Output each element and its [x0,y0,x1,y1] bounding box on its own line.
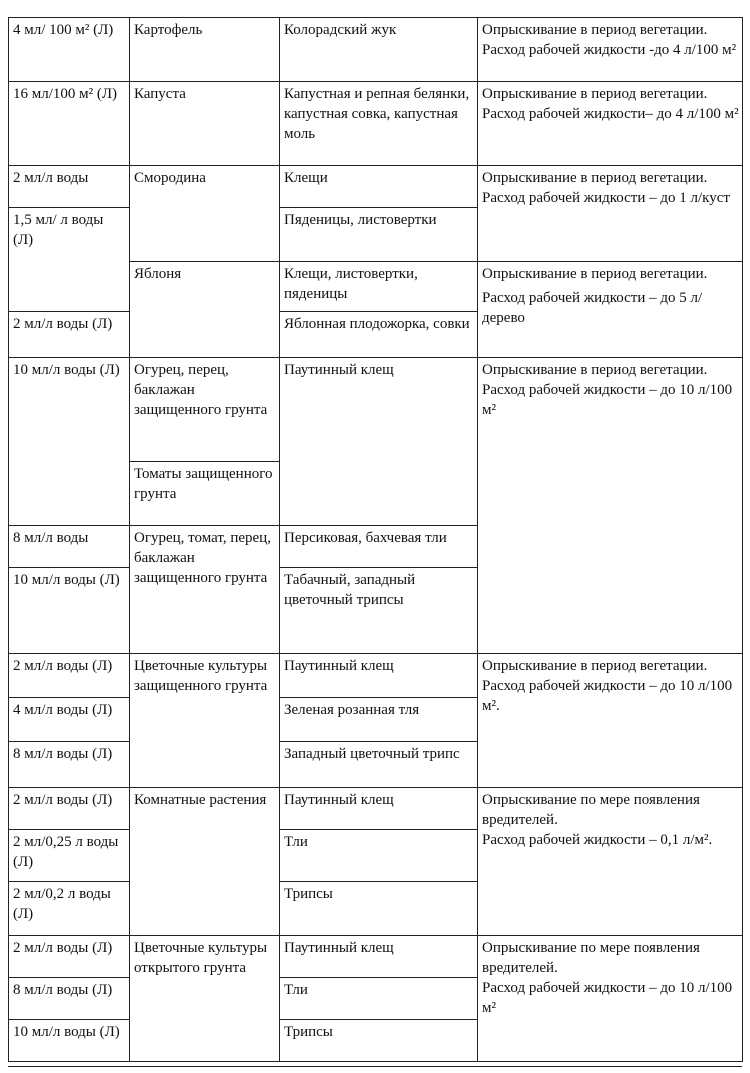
dose-cell: 2 мл/л воды (Л) [9,788,130,830]
pest-cell: Паутинный клещ [280,654,478,698]
pest-cell: Паутинный клещ [280,788,478,830]
method-consumption-text: Расход рабочей жидкости – 0,1 л/м². [482,832,713,848]
dose-cell: 8 мл/л воды (Л) [9,742,130,788]
dose-cell: 16 мл/100 м² (Л) [9,82,130,166]
pest-cell: Персиковая, бахчевая тли [280,526,478,568]
crop-cell: Огурец, томат, перец, баклажан защищенного грунта [130,526,280,654]
method-cell [478,358,743,654]
table-row [9,166,743,208]
method-cell [478,82,743,166]
method-consumption-text: Расход рабочей жидкости – до 10 л/100 м² [482,980,733,1016]
method-text: Опрыскивание по мере появления вредителей. [482,792,700,828]
pest-cell: Трипсы [280,1020,478,1062]
method-consumption-text: Расход рабочей жидкости – до 1 л/куст [482,190,730,206]
pest-cell: Клещи [280,166,478,208]
pest-cell: Клещи, листовертки, пяденицы [280,262,478,312]
method-consumption-text: Расход рабочей жидкости – до 5 л/дерево [482,290,703,326]
table-row [9,82,743,166]
dose-cell: 2 мл/л воды (Л) [9,312,130,358]
table-row [9,654,743,698]
table-row [9,358,743,462]
crop-cell: Томаты защищенного грунта [130,462,280,526]
crop-cell: Капуста [130,82,280,166]
method-cell [478,654,743,788]
crop-cell: Огурец, перец, баклажан защищенного грунта [130,358,280,462]
pest-cell: Капустная и репная белянки, капустная совка, капустная моль [280,82,478,166]
method-text: Опрыскивание в период вегетации. Расход рабочей жидкости -до 4 л/100 м² [482,22,737,58]
dose-cell: 10 мл/л воды (Л) [9,358,130,526]
pest-cell: Тли [280,978,478,1020]
method-consumption-text: Расход рабочей жидкости– до 4 л/100 м² [482,106,739,122]
crop-cell: Картофель [130,18,280,82]
pest-cell: Яблонная плодожорка, совки [280,312,478,358]
pest-cell: Тли [280,830,478,882]
dose-cell: 4 мл/л воды (Л) [9,698,130,742]
crop-cell: Цветочные культуры защищенного грунта [130,654,280,788]
method-consumption-text: Расход рабочей жидкости – до 10 л/100 м² [482,382,733,418]
method-text: Опрыскивание в период вегетации. [482,170,708,186]
dose-cell: 2 мл/л воды (Л) [9,936,130,978]
dose-cell: 2 мл/0,2 л воды (Л) [9,882,130,936]
table-row [9,788,743,830]
pest-cell: Табачный, западный цветочный трипсы [280,568,478,654]
pest-cell: Паутинный клещ [280,936,478,978]
dose-cell: 10 мл/л воды (Л) [9,1020,130,1062]
pest-cell: Зеленая розанная тля [280,698,478,742]
pest-cell: Трипсы [280,882,478,936]
method-cell [478,936,743,1062]
method-text: Опрыскивание в период вегетации. [482,362,708,378]
dose-cell: 2 мл/0,25 л воды (Л) [9,830,130,882]
crop-cell: Яблоня [130,262,280,358]
dose-cell: 2 мл/л воды (Л) [9,654,130,698]
pest-cell: Паутинный клещ [280,358,478,526]
method-text: Опрыскивание в период вегетации. [482,658,708,674]
dose-cell: 8 мл/л воды (Л) [9,978,130,1020]
dose-cell: 10 мл/л воды (Л) [9,568,130,654]
method-cell [478,788,743,936]
method-text: Опрыскивание по мере появления вредителей. [482,940,700,976]
dose-cell: 2 мл/л воды [9,166,130,208]
dose-cell: 8 мл/л воды [9,526,130,568]
dose-cell: 1,5 мл/ л воды (Л) [9,208,130,312]
bottom-rule [8,1066,742,1067]
method-consumption-text: Расход рабочей жидкости – до 10 л/100 м². [482,678,733,714]
crop-cell: Комнатные растения [130,788,280,936]
table-row [9,936,743,978]
table-row [9,18,743,82]
pesticide-application-table [8,17,743,1062]
crop-cell: Цветочные культуры открытого грунта [130,936,280,1062]
pest-cell: Пяденицы, листовертки [280,208,478,262]
method-cell [478,262,743,358]
dose-cell: 4 мл/ 100 м² (Л) [9,18,130,82]
method-cell [478,18,743,82]
method-text: Опрыскивание в период вегетации. [482,86,708,102]
pest-cell: Западный цветочный трипс [280,742,478,788]
method-cell [478,166,743,262]
pest-cell: Колорадский жук [280,18,478,82]
method-text: Опрыскивание в период вегетации. [482,266,708,282]
crop-cell: Смородина [130,166,280,262]
